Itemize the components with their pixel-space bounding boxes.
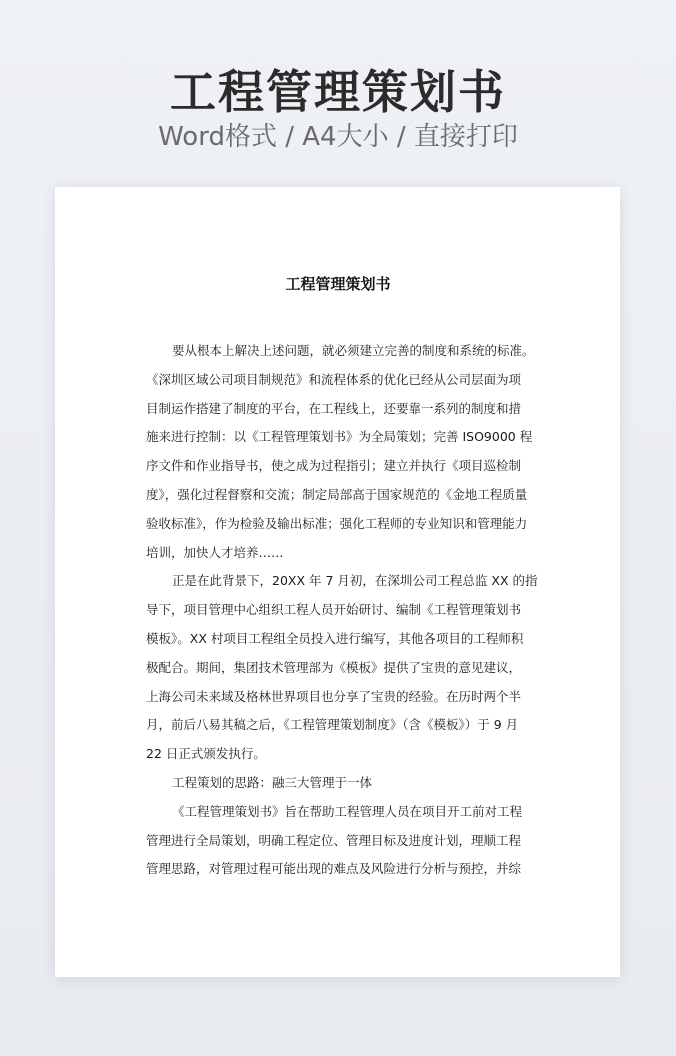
paragraph-line: 培训，加快人才培养…… [146,544,284,560]
paragraph-line: 要从根本上解决上述问题，就必须建立完善的制度和系统的标准。 [172,343,535,358]
banner-subtitle: Word格式 / A4大小 / 直接打印 [158,122,518,152]
paragraph-line: 极配合。期间，集团技术管理部为《模板》提供了宝贵的意见建议， [146,659,522,675]
paragraph-line: 施来进行控制：以《工程管理策划书》为全局策划；完善 ISO9000 程 [146,429,533,445]
paragraph-line: 上海公司未来域及格林世界项目也分享了宝贵的经验。在历时两个半 [146,688,522,704]
paragraph-line: 模板》。XX 村项目工程组全员投入进行编写，其他各项目的工程师积 [146,630,524,646]
paragraph-line: 《深圳区域公司项目制规范》和流程体系的优化已经从公司层面为项 [146,371,522,387]
paragraph-line: 月，前后八易其稿之后，《工程管理策划制度》（含《模板》）于 9 月 [146,717,519,733]
paragraph-line: 目制运作搭建了制度的平台，在工程线上，还要靠一系列的制度和措 [146,400,522,416]
paragraph-line: 管理进行全局策划，明确工程定位、管理目标及进度计划，理顺工程 [146,832,522,848]
banner-title: 工程管理策划书 [170,65,506,119]
paragraph-line: 工程策划的思路：融三大管理于一体 [172,774,373,790]
paragraph-line: 验收标准》，作为检验及输出标准；强化工程师的专业知识和管理能力 [146,515,528,531]
paragraph-line: 导下，项目管理中心组织工程人员开始研讨、编制《工程管理策划书 [146,602,522,618]
paragraph-line: 《工程管理策划书》旨在帮助工程管理人员在项目开工前对工程 [172,803,523,819]
paragraph-line: 22 日正式颁发执行。 [146,746,266,762]
paragraph-line: 正是在此背景下，20XX 年 7 月初，在深圳公司工程总监 XX 的指 [172,573,538,589]
paragraph-line: 序文件和作业指导书，使之成为过程指引；建立并执行《项目巡检制 [146,458,522,474]
document-body [146,337,538,884]
document-heading: 工程管理策划书 [285,275,391,293]
paragraph-line: 管理思路，对管理过程可能出现的难点及风险进行分析与预控，并综 [146,861,522,877]
paragraph-line: 度》，强化过程督察和交流；制定局部高于国家规范的《金地工程质量 [146,486,528,502]
